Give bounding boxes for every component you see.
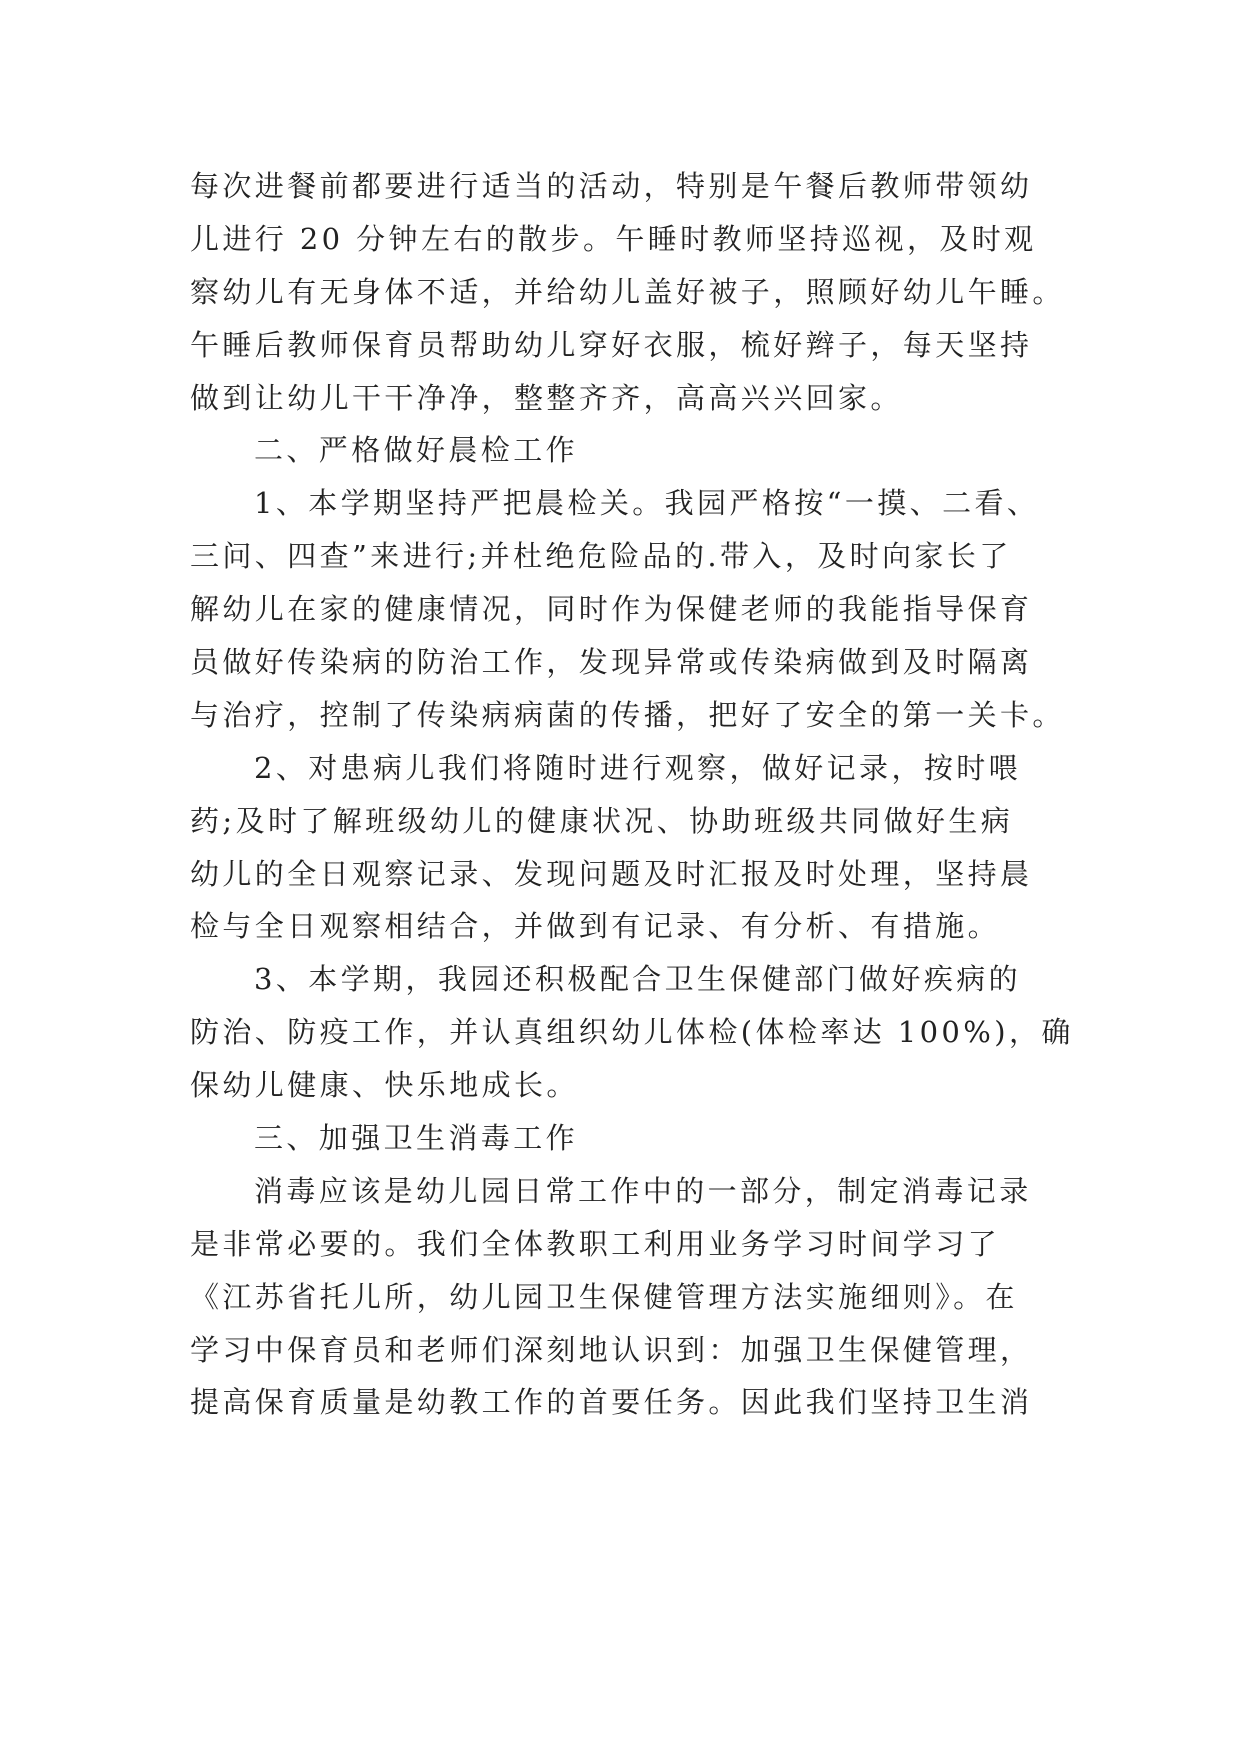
- text-line: 学习中保育员和老师们深刻地认识到：加强卫生保健管理，: [190, 1332, 1033, 1367]
- section-heading: 二、严格做好晨检工作: [254, 433, 579, 468]
- text-line: 午睡后教师保育员帮助幼儿穿好衣服，梳好辫子，每天坚持: [190, 327, 1033, 362]
- text-line: 3、本学期，我园还积极配合卫生保健部门做好疾病的: [254, 962, 1022, 997]
- text-line: 员做好传染病的防治工作，发现异常或传染病做到及时隔离: [190, 645, 1033, 680]
- text-line: 药;及时了解班级幼儿的健康状况、协助班级共同做好生病: [190, 803, 1014, 838]
- text-line: 幼儿的全日观察记录、发现问题及时汇报及时处理，坚持晨: [190, 856, 1033, 891]
- text-line: 与治疗，控制了传染病病菌的传播，把好了安全的第一关卡。: [190, 697, 1065, 732]
- text-line: 防治、防疫工作，并认真组织幼儿体检(体检率达 100%)，确: [190, 1015, 1074, 1050]
- text-line: 是非常必要的。我们全体教职工利用业务学习时间学习了: [190, 1226, 1001, 1261]
- text-line: 每次进餐前都要进行适当的活动，特别是午餐后教师带领幼: [190, 169, 1033, 203]
- text-line: 解幼儿在家的健康情况，同时作为保健老师的我能指导保育: [190, 592, 1033, 627]
- text-line: 察幼儿有无身体不适，并给幼儿盖好被子，照顾好幼儿午睡。: [190, 274, 1065, 309]
- text-line: 提高保育质量是幼教工作的首要任务。因此我们坚持卫生消: [190, 1385, 1033, 1420]
- text-line: 儿进行 20 分钟左右的散步。午睡时教师坚持巡视，及时观: [190, 221, 1037, 256]
- text-line: 检与全日观察相结合，并做到有记录、有分析、有措施。: [190, 909, 1001, 944]
- text-line: 1、本学期坚持严把晨检关。我园严格按“一摸、二看、: [254, 486, 1040, 521]
- text-line: 保幼儿健康、快乐地成长。: [190, 1068, 579, 1103]
- text-line: 做到让幼儿干干净净，整整齐齐，高高兴兴回家。: [190, 380, 903, 415]
- text-line: 消毒应该是幼儿园日常工作中的一部分，制定消毒记录: [254, 1173, 1032, 1208]
- text-line: 《江苏省托儿所，幼儿园卫生保健管理方法实施细则》。在: [190, 1279, 1018, 1314]
- text-line: 三问、四查”来进行;并杜绝危险品的.带入，及时向家长了: [190, 539, 1012, 574]
- text-line: 2、对患病儿我们将随时进行观察，做好记录，按时喂: [254, 750, 1022, 785]
- document-body: [190, 160, 1074, 1429]
- section-heading: 三、加强卫生消毒工作: [254, 1121, 579, 1156]
